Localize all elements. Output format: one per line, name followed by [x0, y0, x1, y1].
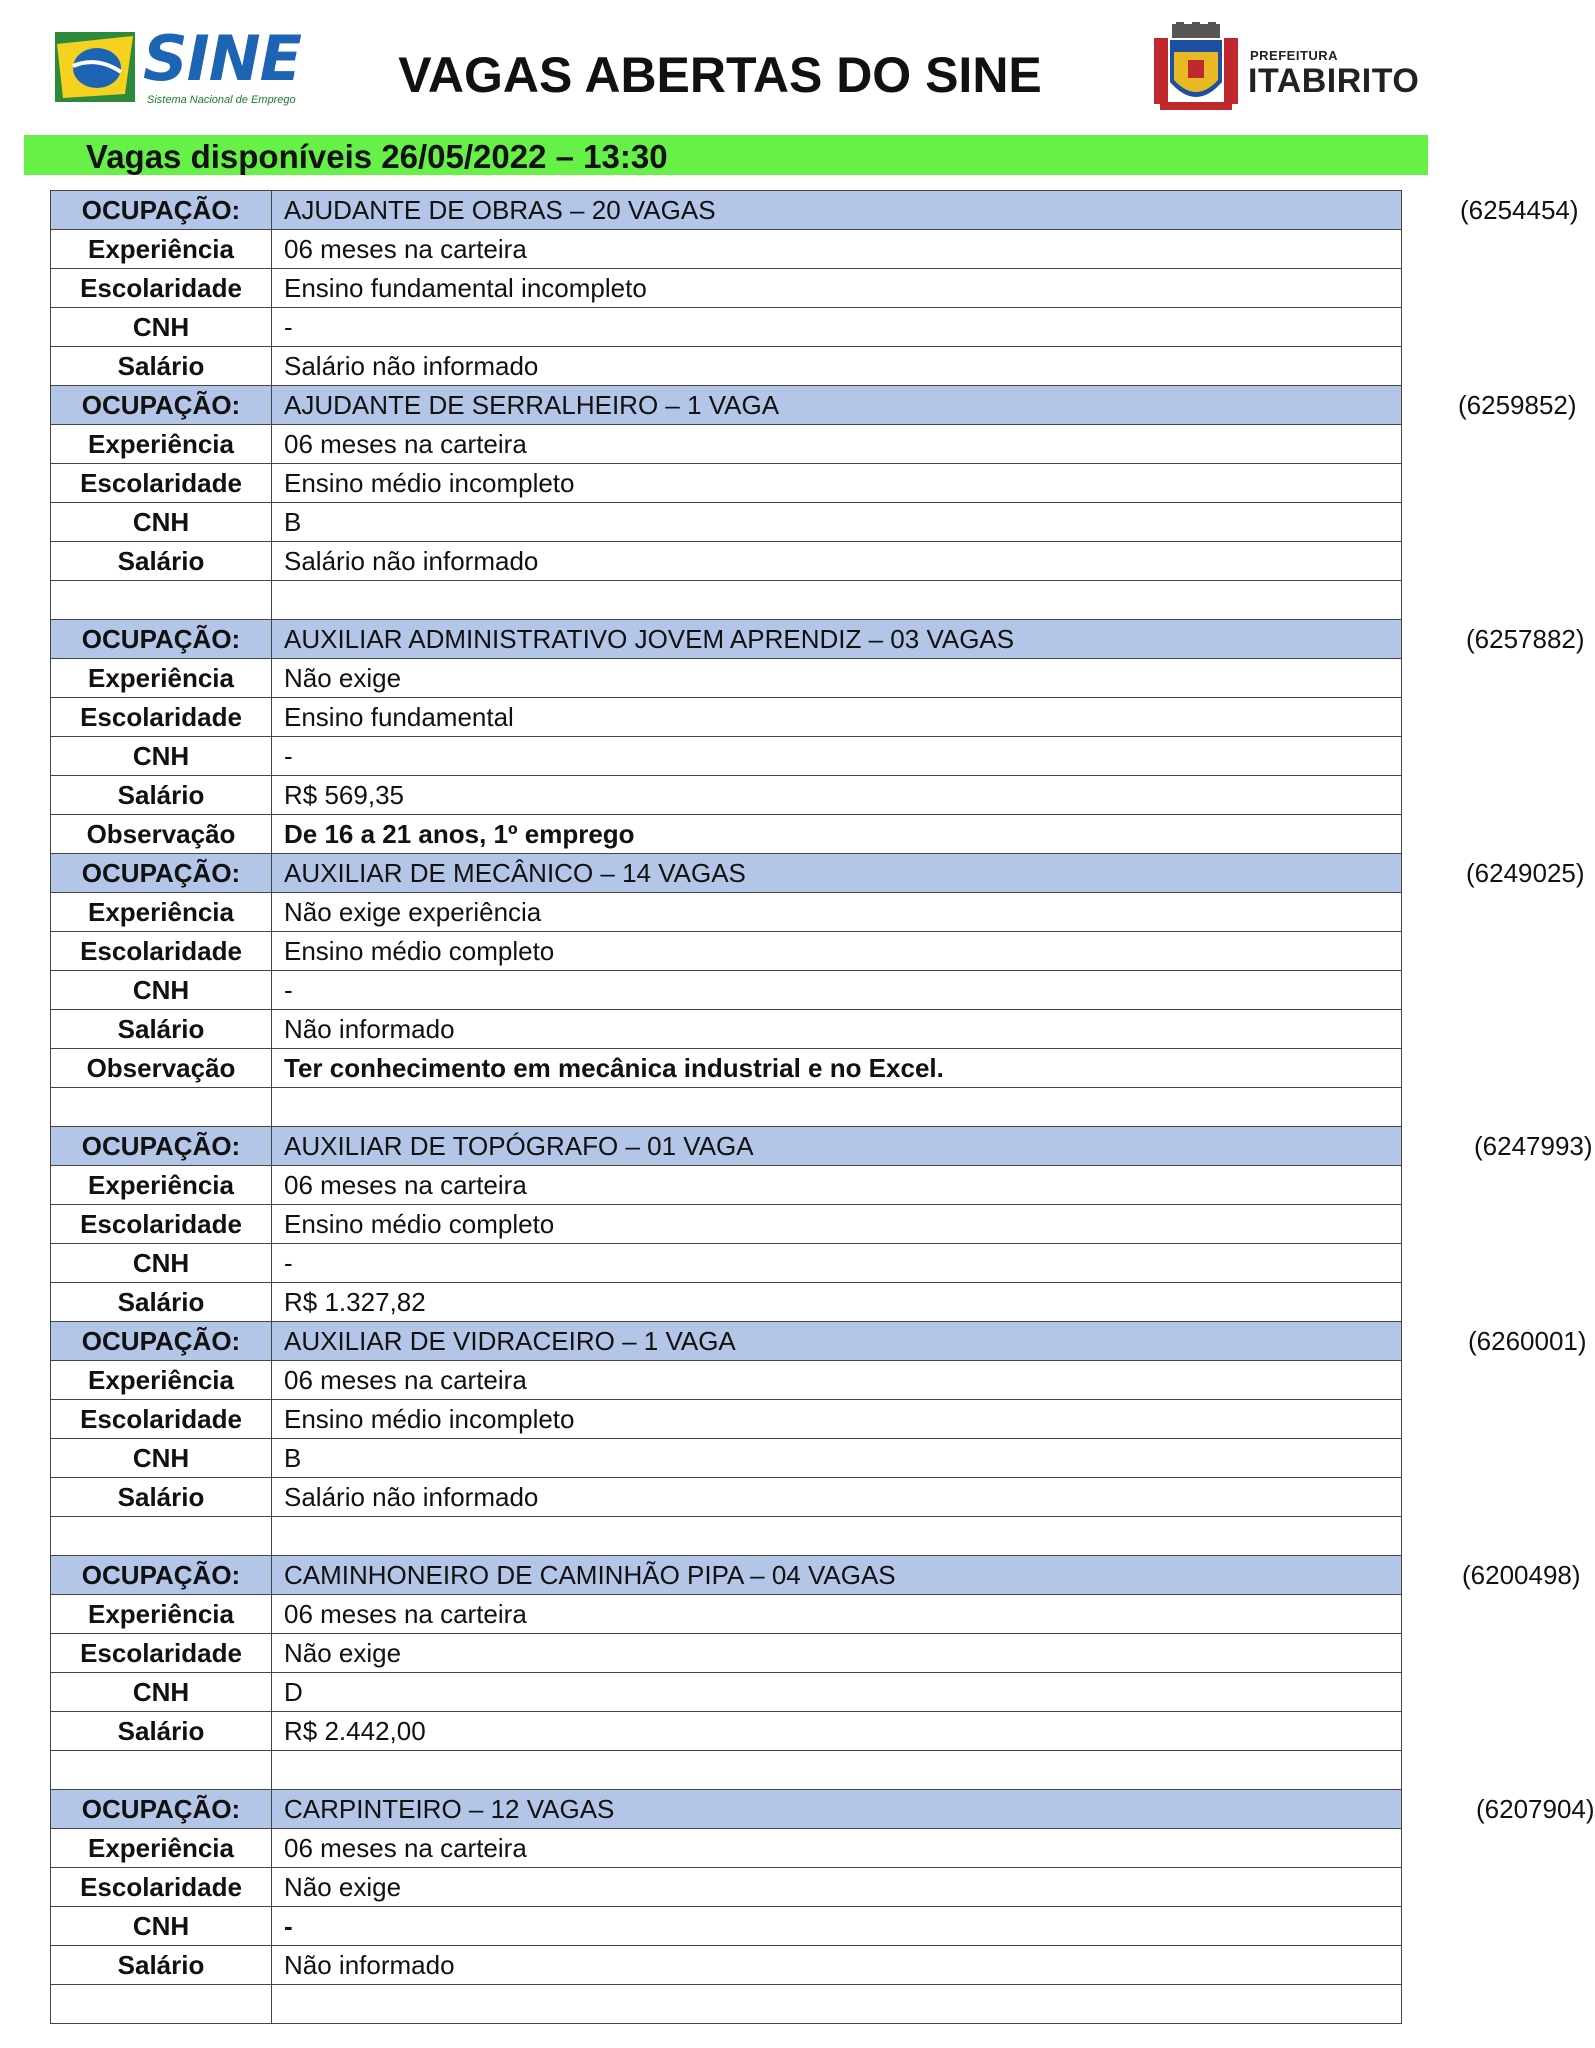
salary-row	[51, 1478, 1402, 1517]
city-name: ITABIRITO	[1248, 62, 1420, 100]
education-row	[51, 1634, 1402, 1673]
salary-row	[51, 1010, 1402, 1049]
salary-row	[51, 1712, 1402, 1751]
license-label: CNH	[51, 1907, 272, 1946]
occupation-label: OCUPAÇÃO:	[51, 1127, 272, 1166]
license-value: B	[272, 503, 1402, 542]
page-header	[0, 0, 1448, 135]
occupation-label: OCUPAÇÃO:	[51, 1790, 272, 1829]
experience-value: 06 meses na carteira	[272, 1595, 1402, 1634]
license-row	[51, 1907, 1402, 1946]
occupation-label: OCUPAÇÃO:	[51, 386, 272, 425]
education-value: Ensino médio incompleto	[272, 464, 1402, 503]
occupation-row	[51, 1556, 1402, 1595]
occupation-title: CAMINHONEIRO DE CAMINHÃO PIPA – 04 VAGAS	[284, 1560, 896, 1590]
experience-value: 06 meses na carteira	[272, 1166, 1402, 1205]
license-row	[51, 308, 1402, 347]
salary-value: Salário não informado	[272, 542, 1402, 581]
spacer-cell	[51, 1751, 272, 1790]
salary-label: Salário	[51, 1283, 272, 1322]
occupation-title: AJUDANTE DE OBRAS – 20 VAGAS	[284, 195, 716, 225]
education-label: Escolaridade	[51, 698, 272, 737]
sine-logo	[55, 22, 305, 110]
license-label: CNH	[51, 308, 272, 347]
occupation-row	[51, 854, 1402, 893]
education-value: Ensino médio completo	[272, 932, 1402, 971]
salary-label: Salário	[51, 1946, 272, 1985]
salary-label: Salário	[51, 1712, 272, 1751]
salary-label: Salário	[51, 542, 272, 581]
license-row	[51, 503, 1402, 542]
experience-value: 06 meses na carteira	[272, 1829, 1402, 1868]
occupation-title: AUXILIAR DE MECÂNICO – 14 VAGAS	[284, 858, 746, 888]
note-row	[51, 815, 1402, 854]
salary-value: Salário não informado	[272, 1478, 1402, 1517]
salary-label: Salário	[51, 1478, 272, 1517]
experience-label: Experiência	[51, 893, 272, 932]
license-label: CNH	[51, 1439, 272, 1478]
spacer-cell	[51, 1088, 272, 1127]
prefeitura-label: PREFEITURA	[1250, 48, 1339, 63]
experience-row	[51, 659, 1402, 698]
education-label: Escolaridade	[51, 1400, 272, 1439]
occupation-label: OCUPAÇÃO:	[51, 1556, 272, 1595]
education-row	[51, 1868, 1402, 1907]
education-value: Ensino fundamental	[272, 698, 1402, 737]
spacer-cell	[272, 1985, 1402, 2024]
license-value: B	[272, 1439, 1402, 1478]
license-row	[51, 1439, 1402, 1478]
occupation-title: AUXILIAR DE TOPÓGRAFO – 01 VAGA	[284, 1131, 754, 1161]
education-value: Ensino médio incompleto	[272, 1400, 1402, 1439]
occupation-value	[272, 620, 1585, 659]
education-value: Ensino fundamental incompleto	[272, 269, 1402, 308]
occupation-value	[272, 1790, 1595, 1829]
experience-value: 06 meses na carteira	[272, 1361, 1402, 1400]
occupation-title: AUXILIAR DE VIDRACEIRO – 1 VAGA	[284, 1326, 736, 1356]
salary-label: Salário	[51, 347, 272, 386]
education-value: Não exige	[272, 1634, 1402, 1673]
experience-row	[51, 1361, 1402, 1400]
experience-row	[51, 1595, 1402, 1634]
occupation-label: OCUPAÇÃO:	[51, 191, 272, 230]
salary-row	[51, 1283, 1402, 1322]
experience-value: Não exige experiência	[272, 893, 1402, 932]
occupation-label: OCUPAÇÃO:	[51, 620, 272, 659]
education-row	[51, 1400, 1402, 1439]
license-value: -	[272, 737, 1402, 776]
license-row	[51, 1673, 1402, 1712]
experience-label: Experiência	[51, 1361, 272, 1400]
note-label: Observação	[51, 1049, 272, 1088]
salary-value: R$ 569,35	[272, 776, 1402, 815]
education-label: Escolaridade	[51, 1205, 272, 1244]
license-label: CNH	[51, 503, 272, 542]
experience-row	[51, 230, 1402, 269]
spacer-cell	[272, 1088, 1402, 1127]
license-value: -	[272, 308, 1402, 347]
occupation-row	[51, 191, 1402, 230]
salary-row	[51, 1946, 1402, 1985]
occupation-value	[272, 1322, 1587, 1361]
occupation-label: OCUPAÇÃO:	[51, 1322, 272, 1361]
occupation-code: (6249025)	[1466, 858, 1585, 888]
occupation-code: (6260001)	[1468, 1326, 1587, 1356]
spacer-cell	[272, 1751, 1402, 1790]
education-row	[51, 698, 1402, 737]
education-label: Escolaridade	[51, 1634, 272, 1673]
education-row	[51, 1205, 1402, 1244]
education-row	[51, 464, 1402, 503]
page-title: VAGAS ABERTAS DO SINE	[398, 47, 1042, 103]
education-row	[51, 932, 1402, 971]
spacer-row	[51, 1088, 1402, 1127]
occupation-row	[51, 1322, 1402, 1361]
occupation-value	[272, 854, 1585, 893]
banner-date: Vagas disponíveis 26/05/2022 – 13:30	[86, 138, 668, 175]
license-row	[51, 737, 1402, 776]
spacer-cell	[51, 581, 272, 620]
license-label: CNH	[51, 1244, 272, 1283]
spacer-cell	[51, 1517, 272, 1556]
salary-row	[51, 347, 1402, 386]
occupation-code: (6207904)	[1476, 1794, 1595, 1824]
salary-row	[51, 542, 1402, 581]
salary-label: Salário	[51, 776, 272, 815]
occupation-code: (6259852)	[1458, 390, 1577, 420]
occupation-value	[272, 386, 1577, 425]
job-listings-table	[50, 190, 1595, 2024]
education-value: Ensino médio completo	[272, 1205, 1402, 1244]
occupation-title: AJUDANTE DE SERRALHEIRO – 1 VAGA	[284, 390, 780, 420]
prefeitura-logo	[1150, 22, 1420, 114]
occupation-value	[272, 1556, 1581, 1595]
spacer-cell	[272, 581, 1402, 620]
salary-value: R$ 2.442,00	[272, 1712, 1402, 1751]
experience-label: Experiência	[51, 1595, 272, 1634]
license-value: -	[272, 1244, 1402, 1283]
occupation-value	[272, 191, 1579, 230]
experience-value: 06 meses na carteira	[272, 230, 1402, 269]
salary-value: R$ 1.327,82	[272, 1283, 1402, 1322]
experience-label: Experiência	[51, 1166, 272, 1205]
occupation-title: AUXILIAR ADMINISTRATIVO JOVEM APRENDIZ – 03 VAGAS	[284, 624, 1015, 654]
experience-label: Experiência	[51, 230, 272, 269]
salary-value: Não informado	[272, 1946, 1402, 1985]
spacer-row	[51, 1751, 1402, 1790]
license-row	[51, 1244, 1402, 1283]
experience-value: 06 meses na carteira	[272, 425, 1402, 464]
note-value: Ter conhecimento em mecânica industrial e no Excel.	[272, 1049, 1402, 1088]
license-row	[51, 971, 1402, 1010]
experience-row	[51, 1166, 1402, 1205]
education-row	[51, 269, 1402, 308]
salary-label: Salário	[51, 1010, 272, 1049]
salary-value: Não informado	[272, 1010, 1402, 1049]
sine-logo-subtitle: Sistema Nacional de Emprego	[147, 94, 296, 106]
experience-label: Experiência	[51, 425, 272, 464]
note-value: De 16 a 21 anos, 1º emprego	[272, 815, 1402, 854]
note-row	[51, 1049, 1402, 1088]
occupation-code: (6254454)	[1460, 195, 1579, 225]
occupation-code: (6247993)	[1474, 1131, 1593, 1161]
experience-row	[51, 1829, 1402, 1868]
experience-label: Experiência	[51, 1829, 272, 1868]
spacer-cell	[272, 1517, 1402, 1556]
license-label: CNH	[51, 1673, 272, 1712]
license-value: D	[272, 1673, 1402, 1712]
salary-row	[51, 776, 1402, 815]
education-label: Escolaridade	[51, 464, 272, 503]
occupation-title: CARPINTEIRO – 12 VAGAS	[284, 1794, 615, 1824]
occupation-label: OCUPAÇÃO:	[51, 854, 272, 893]
spacer-cell	[51, 1985, 272, 2024]
license-label: CNH	[51, 971, 272, 1010]
spacer-row	[51, 581, 1402, 620]
sine-logo-text: SINE	[143, 22, 301, 95]
experience-label: Experiência	[51, 659, 272, 698]
occupation-row	[51, 620, 1402, 659]
salary-value: Salário não informado	[272, 347, 1402, 386]
education-label: Escolaridade	[51, 269, 272, 308]
spacer-row	[51, 1517, 1402, 1556]
education-label: Escolaridade	[51, 1868, 272, 1907]
occupation-value	[272, 1127, 1593, 1166]
itabirito-crest-icon	[1150, 22, 1242, 114]
license-value: -	[272, 1907, 1402, 1946]
occupation-code: (6257882)	[1466, 624, 1585, 654]
occupation-row	[51, 386, 1402, 425]
experience-row	[51, 425, 1402, 464]
license-label: CNH	[51, 737, 272, 776]
experience-row	[51, 893, 1402, 932]
sine-flag-icon	[55, 32, 135, 102]
education-label: Escolaridade	[51, 932, 272, 971]
occupation-code: (6200498)	[1462, 1560, 1581, 1590]
note-label: Observação	[51, 815, 272, 854]
availability-banner	[24, 135, 1428, 175]
education-value: Não exige	[272, 1868, 1402, 1907]
occupation-row	[51, 1127, 1402, 1166]
experience-value: Não exige	[272, 659, 1402, 698]
occupation-row	[51, 1790, 1402, 1829]
license-value: -	[272, 971, 1402, 1010]
spacer-row	[51, 1985, 1402, 2024]
